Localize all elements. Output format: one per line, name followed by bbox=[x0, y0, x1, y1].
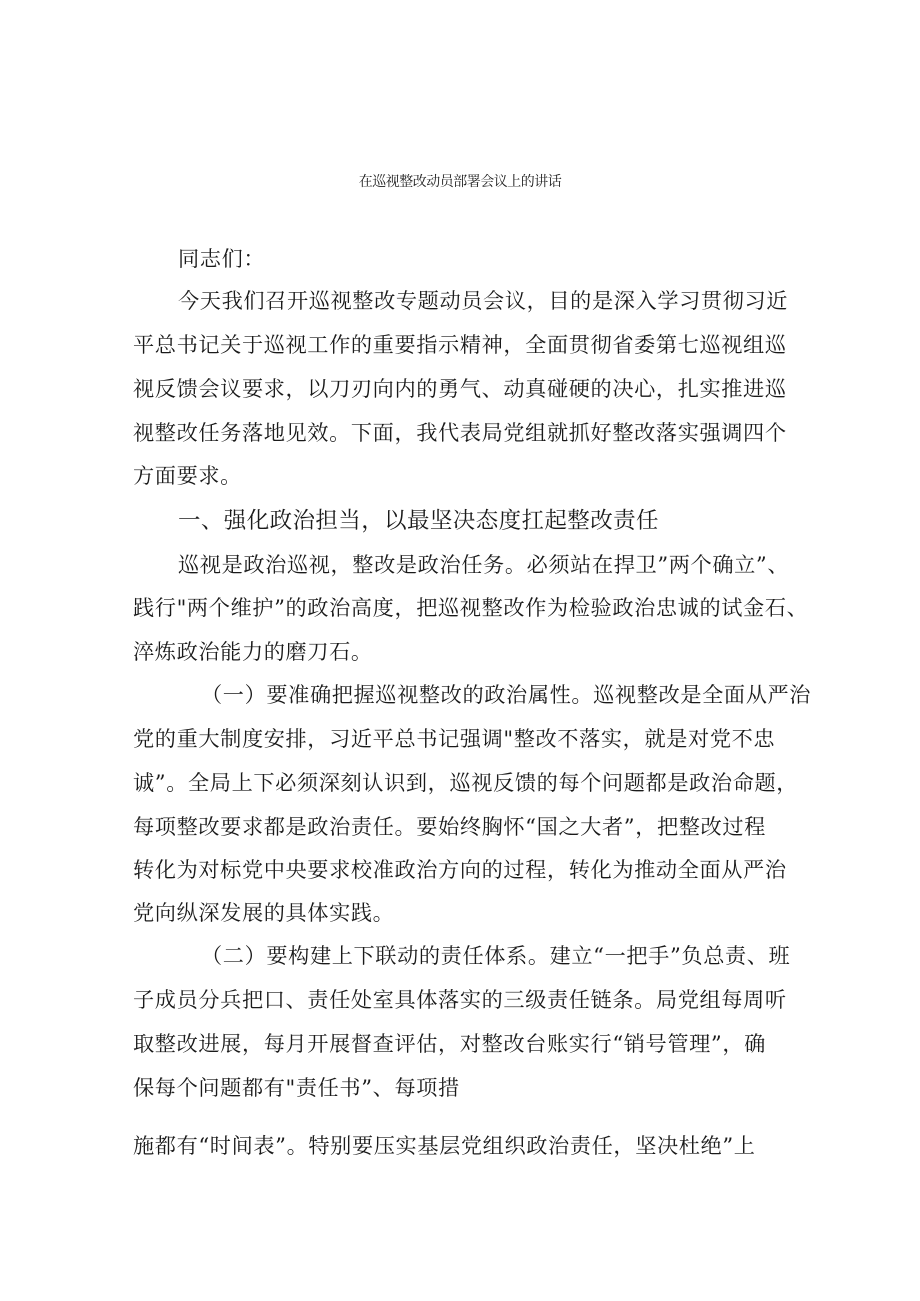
intro-line-5: 方面要求。 bbox=[133, 463, 242, 488]
item-1-line-4: 每项整改要求都是政治责任。要始终胸怀“国之大者”，把整改过程 bbox=[133, 814, 766, 839]
item-1-line-6: 党向纵深发展的具体实践。 bbox=[133, 900, 395, 925]
item-1-line-3: 诚”。全局上下必须深刻认识到，巡视反馈的每个问题都是政治命题， bbox=[133, 770, 799, 795]
intro-line-3: 视反馈会议要求，以刀刃向内的勇气、动真碰硬的决心，扎实推进巡 bbox=[133, 376, 787, 401]
item-1-line-2: 党的重大制度安排，习近平总书记强调"整改不落实，就是对党不忠 bbox=[133, 726, 776, 751]
document-title: 在巡视整改动员部署会议上的讲话 bbox=[358, 174, 562, 190]
item-2-line-2: 子成员分兵把口、责任处室具体落实的三级责任链条。局党组每周听 bbox=[133, 987, 787, 1012]
item-2-line-3: 取整改进展，每月开展督查评估，对整改台账实行“销号管理”，确 bbox=[133, 1031, 766, 1056]
intro-line-2: 平总书记关于巡视工作的重要指示精神，全面贯彻省委第七巡视组巡 bbox=[133, 332, 787, 357]
intro-line-4: 视整改任务落地见效。下面，我代表局党组就抓好整改落实强调四个 bbox=[133, 420, 787, 445]
item-1-line-1: （一）要准确把握巡视整改的政治属性。巡视整改是全面从严治 bbox=[201, 682, 812, 707]
salutation: 同志们： bbox=[178, 246, 266, 271]
intro-line-1: 今天我们召开巡视整改专题动员会议，目的是深入学习贯彻习近 bbox=[178, 288, 789, 313]
section-1-heading: 一、强化政治担当，以最坚决态度扛起整改责任 bbox=[178, 508, 659, 534]
item-1-line-5: 转化为对标党中央要求校准政治方向的过程，转化为推动全面从严治 bbox=[133, 857, 787, 882]
item-2-line-4: 保每个问题都有"责任书”、每项措 bbox=[133, 1075, 460, 1100]
section-1-line-3: 淬炼政治能力的磨刀石。 bbox=[133, 639, 373, 664]
section-1-line-2: 践行"两个维护”的政治高度，把巡视整改作为检验政治忠诚的试金石、 bbox=[133, 595, 809, 620]
continuation-line: 施都有“时间表”。特别要压实基层党组织政治责任，坚决杜绝”上 bbox=[133, 1133, 756, 1158]
section-1-line-1: 巡视是政治巡视，整改是政治任务。必须站在捍卫”两个确立”、 bbox=[178, 552, 790, 577]
item-2-line-1: （二）要构建上下联动的责任体系。建立“一把手”负总责、班 bbox=[201, 943, 791, 968]
